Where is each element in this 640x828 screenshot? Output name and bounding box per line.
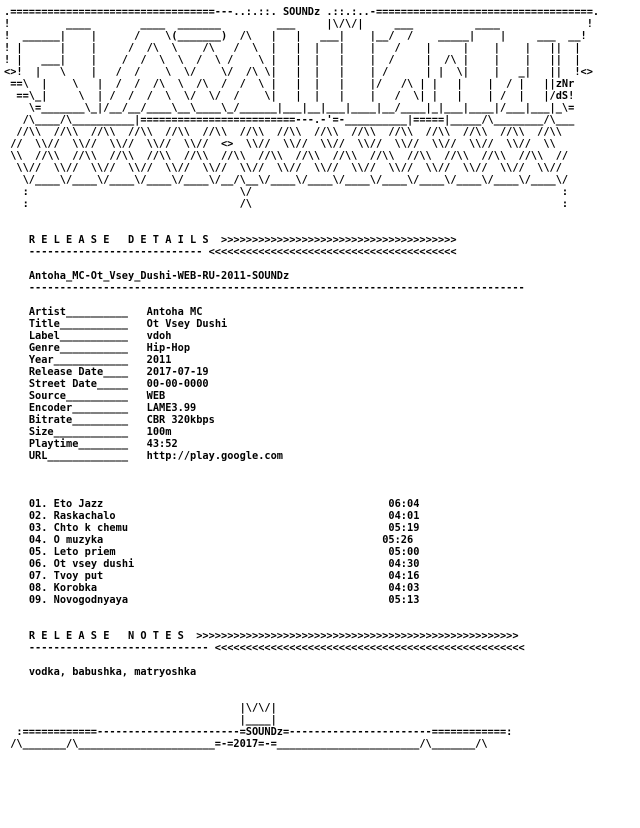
track-number: 01. — [28, 498, 48, 510]
header-art-line: ! | | | / /\ \ /\ / \ | | | | | / | | | | || | — [4, 42, 581, 54]
field-value: 2017-07-19 — [146, 366, 209, 378]
field-value: Antoha MC — [146, 306, 203, 318]
track-time: 04:03 — [388, 582, 420, 594]
track-title: Ot vsey dushi — [53, 558, 135, 570]
track-title: Korobka — [53, 582, 98, 594]
footer-art-line: |\/\/| — [4, 702, 277, 714]
track-number: 05. — [28, 546, 48, 558]
track-row — [4, 546, 599, 558]
release-notes-heading: R E L E A S E N O T E S — [28, 630, 184, 642]
track-row — [4, 534, 599, 546]
field-label: Label — [28, 330, 60, 342]
field-value: Ot Vsey Dushi — [146, 318, 228, 330]
field-value: http://play.google.com — [146, 450, 284, 462]
field-row: Bitrate_________ CBR 320kbps — [28, 414, 215, 426]
release-notes-heading-row — [4, 630, 599, 642]
header-art-line: /\____/\__________|=========================---.-'=-__________|=====|_____/\________/\___ — [4, 114, 575, 126]
track-number: 08. — [28, 582, 48, 594]
header-art-line: ! | ___| | / / \ \ / \ / \ | | | | | / | /\ | | | || | — [4, 54, 581, 66]
release-details-heading: R E L E A S E D E T A I L S — [28, 234, 209, 246]
release-name-rule — [4, 282, 599, 294]
header-art-line: : \/ : — [4, 186, 569, 198]
field-value: CBR 320kbps — [146, 414, 215, 426]
track-row — [4, 570, 599, 582]
field-row: Encoder_________ LAME3.99 — [28, 402, 197, 414]
field-label: Release Date — [28, 366, 104, 378]
release-name — [4, 270, 599, 282]
field-row: URL_____________ http://play.google.com — [28, 450, 284, 462]
footer-art-line: /\_______/\______________________=-=2017=-=_______________________/\_______/\ — [4, 738, 488, 750]
field-value: 2011 — [146, 354, 172, 366]
release-details-underline: ---------------------------- — [28, 246, 203, 258]
nfo-document — [4, 6, 599, 750]
field-label: Title — [28, 318, 60, 330]
track-row — [4, 594, 599, 606]
field-row: Street Date_____ 00-00-0000 — [28, 378, 209, 390]
track-time: 04:16 — [388, 570, 420, 582]
release-details-underline-row — [4, 246, 599, 258]
track-number: 09. — [28, 594, 48, 606]
field-value: 00-00-0000 — [146, 378, 209, 390]
header-art-line: ==\_| \ | / / / \ \/ \/ / \| | | | | / \| | | | / | |/dS! — [4, 90, 575, 102]
field-label: Playtime — [28, 438, 79, 450]
release-notes-underline: ----------------------------- — [28, 642, 209, 654]
track-title: Eto Jazz — [53, 498, 104, 510]
release-details-heading-row — [4, 234, 599, 246]
header-art-line: \/____\/____\/____\/____\/____\/__/\__\/____\/____\/____\/____\/____\/____\/____\/____\/ — [4, 174, 569, 186]
header-art-line: \\// \\// \\// \\// \\// \\// \\// \\// \\// \\// \\// \\// \\// \\// \\// — [4, 162, 562, 174]
track-number: 04. — [28, 534, 48, 546]
field-value: Hip-Hop — [146, 342, 191, 354]
header-art-line: \=_______\_|/__/__/____\__\____\_/______|___|__|___|____|__/____|_|___|____|/___|___|_\= — [4, 102, 575, 114]
release-notes-arrows-bottom: <<<<<<<<<<<<<<<<<<<<<<<<<<<<<<<<<<<<<<<<<<<<<<<<<< — [214, 642, 525, 654]
track-number: 06. — [28, 558, 48, 570]
field-value: WEB — [146, 390, 166, 402]
header-art-line: ==\ | \ | / / /\ \ /\ / / \ | | | | |/ /\ | | | | / | ||zNr — [4, 78, 575, 90]
field-value: LAME3.99 — [146, 402, 197, 414]
track-time: 05:13 — [388, 594, 420, 606]
field-value: vdoh — [146, 330, 172, 342]
header-art-line: <>! | \ | / / \ \/ \/ /\ \| | | | | / | | \| | _| || !<> — [4, 66, 593, 78]
track-time: 05:26 — [382, 534, 414, 546]
field-row: Playtime________ 43:52 — [28, 438, 178, 450]
field-row: Release Date____ 2017-07-19 — [28, 366, 209, 378]
header-art-line: //\\ //\\ //\\ //\\ //\\ //\\ //\\ //\\ //\\ //\\ //\\ //\\ //\\ //\\ //\\ — [4, 126, 562, 138]
release-notes-underline-row — [4, 642, 599, 654]
track-row — [4, 510, 599, 522]
field-row: Label___________ vdoh — [28, 330, 172, 342]
track-number: 07. — [28, 570, 48, 582]
header-art-line: ! ______| | / \(_______) /\ | | ___| |__/ / _____| | ___ __! — [4, 30, 587, 42]
field-label: Source — [28, 390, 67, 402]
track-title: Leto priem — [53, 546, 116, 558]
field-label: Year — [28, 354, 54, 366]
field-row: Size____________ 100m — [28, 426, 172, 438]
field-row: Source__________ WEB — [28, 390, 166, 402]
field-label: Bitrate — [28, 414, 73, 426]
field-label: Encoder — [28, 402, 73, 414]
header-art-line: // \\// \\// \\// \\// \\// <> \\// \\// \\// \\// \\// \\// \\// \\// \\ — [4, 138, 556, 150]
header-art-line: .=================================---..:.::. SOUNDz .::.:..-===================================. — [4, 6, 600, 18]
track-row — [4, 558, 599, 570]
header-art-line: \\ //\\ //\\ //\\ //\\ //\\ //\\ //\\ //\\ //\\ //\\ //\\ //\\ //\\ //\\ // — [4, 150, 569, 162]
release-name-text: Antoha_MC-Ot_Vsey_Dushi-WEB-RU-2011-SOUNDz — [28, 270, 290, 282]
track-time: 04:30 — [388, 558, 420, 570]
header-art-line: : /\ : — [4, 198, 569, 210]
field-row: Title___________ Ot Vsey Dushi — [28, 318, 228, 330]
rule: -------------------------------------------------------------------------------- — [28, 282, 525, 294]
footer-art-line: :============-----------------------=SOUNDz=-----------------------============: — [4, 726, 513, 738]
track-time: 05:19 — [388, 522, 420, 534]
track-title: Novogodnyaya — [53, 594, 129, 606]
field-label: Genre — [28, 342, 60, 354]
field-row: Artist__________ Antoha MC — [28, 306, 203, 318]
field-row: Year____________ 2011 — [28, 354, 172, 366]
track-title: Raskachalo — [53, 510, 116, 522]
track-title: Tvoy put — [53, 570, 104, 582]
track-time: 06:04 — [388, 498, 420, 510]
field-label: URL — [28, 450, 48, 462]
field-row: Genre___________ Hip-Hop — [28, 342, 191, 354]
track-title: O muzyka — [53, 534, 104, 546]
field-value: 100m — [146, 426, 172, 438]
field-label: Street Date — [28, 378, 98, 390]
track-time: 05:00 — [388, 546, 420, 558]
field-label: Size — [28, 426, 54, 438]
track-row — [4, 498, 599, 510]
field-label: Artist — [28, 306, 67, 318]
release-notes-arrows-top: >>>>>>>>>>>>>>>>>>>>>>>>>>>>>>>>>>>>>>>>>>>>>>>>>>>> — [196, 630, 519, 642]
release-notes-text: vodka, babushka, matryoshka — [28, 666, 197, 678]
track-number: 03. — [28, 522, 48, 534]
track-row — [4, 522, 599, 534]
track-time: 04:01 — [388, 510, 420, 522]
release-notes-text-row — [4, 666, 599, 678]
track-row — [4, 582, 599, 594]
header-art-line: ! ____ ____ _______ ___ |\/\/| ___ ____ ! — [4, 18, 593, 30]
track-title: Chto k chemu — [53, 522, 129, 534]
field-value: 43:52 — [146, 438, 178, 450]
release-details-arrows-bottom: <<<<<<<<<<<<<<<<<<<<<<<<<<<<<<<<<<<<<<<< — [208, 246, 457, 258]
release-details-arrows-top: >>>>>>>>>>>>>>>>>>>>>>>>>>>>>>>>>>>>>> — [221, 234, 457, 246]
track-number: 02. — [28, 510, 48, 522]
footer-art-line: |____| — [4, 714, 277, 726]
